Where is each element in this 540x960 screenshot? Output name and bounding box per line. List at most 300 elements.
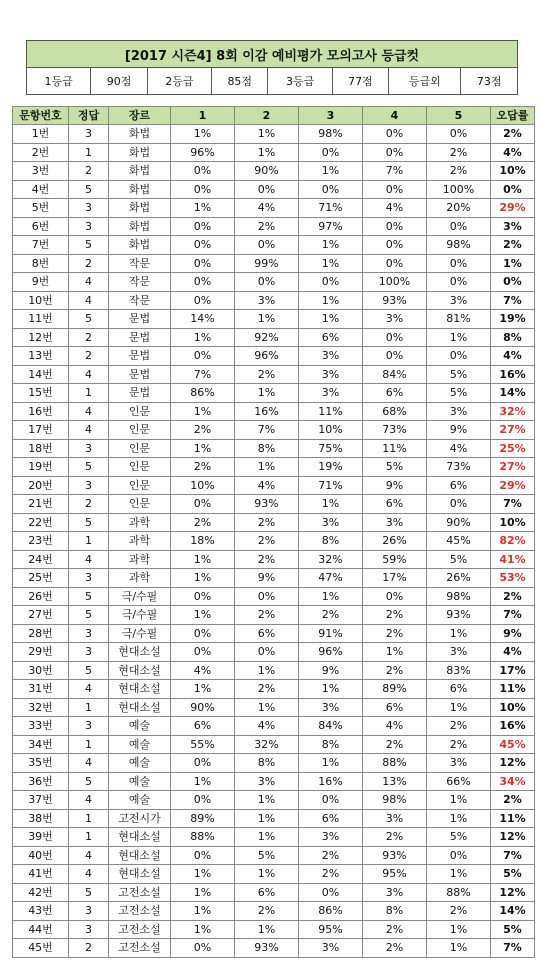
choice-3-rate: 84% <box>299 717 363 736</box>
choice-5-rate: 1% <box>427 809 491 828</box>
question-number: 12번 <box>13 328 69 347</box>
choice-5-rate: 9% <box>427 421 491 440</box>
choice-4-rate: 7% <box>363 162 427 181</box>
error-rate: 14% <box>491 902 535 921</box>
choice-2-rate: 2% <box>235 365 299 384</box>
genre: 화법 <box>109 217 171 236</box>
genre: 작문 <box>109 291 171 310</box>
choice-3-rate: 0% <box>299 883 363 902</box>
table-row <box>13 680 535 699</box>
question-number: 11번 <box>13 310 69 329</box>
choice-1-rate: 1% <box>171 920 235 939</box>
error-rate: 12% <box>491 828 535 847</box>
table-row <box>13 162 535 181</box>
correct-answer: 2 <box>69 254 109 273</box>
choice-4-rate: 6% <box>363 384 427 403</box>
choice-3-rate: 3% <box>299 513 363 532</box>
error-rate: 32% <box>491 402 535 421</box>
table-row <box>13 439 535 458</box>
choice-3-rate: 9% <box>299 661 363 680</box>
choice-4-rate: 2% <box>363 920 427 939</box>
choice-1-rate: 89% <box>171 809 235 828</box>
question-number: 22번 <box>13 513 69 532</box>
correct-answer: 5 <box>69 310 109 329</box>
choice-1-rate: 1% <box>171 902 235 921</box>
question-number: 9번 <box>13 273 69 292</box>
choice-2-rate: 6% <box>235 624 299 643</box>
table-row <box>13 365 535 384</box>
choice-1-rate: 86% <box>171 384 235 403</box>
table-row <box>13 384 535 403</box>
choice-3-rate: 1% <box>299 162 363 181</box>
choice-4-rate: 59% <box>363 550 427 569</box>
error-rate: 0% <box>491 273 535 292</box>
choice-2-rate: 8% <box>235 439 299 458</box>
choice-2-rate: 32% <box>235 735 299 754</box>
question-number: 1번 <box>13 125 69 144</box>
choice-4-rate: 68% <box>363 402 427 421</box>
genre: 극/수필 <box>109 606 171 625</box>
choice-4-rate: 3% <box>363 310 427 329</box>
error-rate: 16% <box>491 717 535 736</box>
correct-answer: 4 <box>69 680 109 699</box>
question-number: 39번 <box>13 828 69 847</box>
error-rate: 4% <box>491 643 535 662</box>
choice-4-rate: 93% <box>363 846 427 865</box>
choice-5-rate: 45% <box>427 532 491 551</box>
choice-2-rate: 0% <box>235 236 299 255</box>
question-number: 28번 <box>13 624 69 643</box>
choice-1-rate: 0% <box>171 846 235 865</box>
choice-3-rate: 2% <box>299 606 363 625</box>
question-number: 18번 <box>13 439 69 458</box>
table-row <box>13 476 535 495</box>
choice-1-rate: 0% <box>171 587 235 606</box>
table-row <box>13 310 535 329</box>
question-number: 30번 <box>13 661 69 680</box>
table-row <box>13 347 535 366</box>
table-row <box>13 754 535 773</box>
correct-answer: 1 <box>69 143 109 162</box>
choice-1-rate: 1% <box>171 680 235 699</box>
genre: 예술 <box>109 754 171 773</box>
choice-4-rate: 3% <box>363 883 427 902</box>
choice-4-rate: 8% <box>363 902 427 921</box>
correct-answer: 5 <box>69 883 109 902</box>
error-rate: 16% <box>491 365 535 384</box>
choice-3-rate: 0% <box>299 273 363 292</box>
choice-5-rate: 1% <box>427 865 491 884</box>
choice-3-rate: 10% <box>299 421 363 440</box>
choice-1-rate: 0% <box>171 217 235 236</box>
choice-5-rate: 5% <box>427 384 491 403</box>
table-row <box>13 328 535 347</box>
genre: 인문 <box>109 439 171 458</box>
genre: 현대소설 <box>109 643 171 662</box>
choice-4-rate: 3% <box>363 809 427 828</box>
choice-3-rate: 47% <box>299 569 363 588</box>
genre: 인문 <box>109 402 171 421</box>
correct-answer: 4 <box>69 365 109 384</box>
genre: 고전소설 <box>109 939 171 958</box>
question-number: 14번 <box>13 365 69 384</box>
choice-2-rate: 90% <box>235 162 299 181</box>
question-number: 41번 <box>13 865 69 884</box>
error-rate: 27% <box>491 421 535 440</box>
choice-2-rate: 2% <box>235 902 299 921</box>
correct-answer: 5 <box>69 772 109 791</box>
error-rate: 10% <box>491 513 535 532</box>
choice-2-rate: 7% <box>235 421 299 440</box>
choice-5-rate: 1% <box>427 920 491 939</box>
table-row <box>13 143 535 162</box>
choice-1-rate: 1% <box>171 772 235 791</box>
choice-5-rate: 3% <box>427 402 491 421</box>
table-row <box>13 254 535 273</box>
genre: 현대소설 <box>109 661 171 680</box>
question-number: 26번 <box>13 587 69 606</box>
error-rate: 41% <box>491 550 535 569</box>
choice-2-rate: 4% <box>235 476 299 495</box>
error-rate: 3% <box>491 217 535 236</box>
question-number: 31번 <box>13 680 69 699</box>
choice-3-rate: 8% <box>299 735 363 754</box>
question-number: 3번 <box>13 162 69 181</box>
error-rate: 7% <box>491 606 535 625</box>
error-rate: 17% <box>491 661 535 680</box>
choice-4-rate: 73% <box>363 421 427 440</box>
choice-3-rate: 6% <box>299 809 363 828</box>
table-row <box>13 772 535 791</box>
choice-1-rate: 55% <box>171 735 235 754</box>
choice-5-rate: 0% <box>427 217 491 236</box>
table-row <box>13 606 535 625</box>
choice-4-rate: 0% <box>363 143 427 162</box>
genre: 예술 <box>109 791 171 810</box>
choice-3-rate: 1% <box>299 495 363 514</box>
choice-2-rate: 3% <box>235 772 299 791</box>
correct-answer: 2 <box>69 495 109 514</box>
choice-5-rate: 100% <box>427 180 491 199</box>
table-row <box>13 550 535 569</box>
table-row <box>13 717 535 736</box>
question-number: 37번 <box>13 791 69 810</box>
choice-2-rate: 99% <box>235 254 299 273</box>
correct-answer: 3 <box>69 624 109 643</box>
choice-4-rate: 0% <box>363 125 427 144</box>
correct-answer: 3 <box>69 199 109 218</box>
genre: 고전시가 <box>109 809 171 828</box>
table-row <box>13 236 535 255</box>
choice-5-rate: 66% <box>427 772 491 791</box>
col-header-genre: 장르 <box>109 107 171 125</box>
choice-2-rate: 1% <box>235 865 299 884</box>
col-header-choice-5: 5 <box>427 107 491 125</box>
choice-5-rate: 1% <box>427 698 491 717</box>
choice-2-rate: 1% <box>235 143 299 162</box>
correct-answer: 5 <box>69 236 109 255</box>
choice-4-rate: 89% <box>363 680 427 699</box>
choice-4-rate: 100% <box>363 273 427 292</box>
table-row <box>13 920 535 939</box>
choice-2-rate: 1% <box>235 698 299 717</box>
error-rate: 29% <box>491 476 535 495</box>
genre: 인문 <box>109 458 171 477</box>
question-number: 24번 <box>13 550 69 569</box>
question-number: 42번 <box>13 883 69 902</box>
correct-answer: 1 <box>69 384 109 403</box>
choice-2-rate: 8% <box>235 754 299 773</box>
genre: 현대소설 <box>109 828 171 847</box>
choice-1-rate: 0% <box>171 939 235 958</box>
table-row <box>13 217 535 236</box>
table-row <box>13 735 535 754</box>
error-rate: 7% <box>491 495 535 514</box>
choice-2-rate: 93% <box>235 939 299 958</box>
genre: 고전소설 <box>109 920 171 939</box>
table-row <box>13 846 535 865</box>
question-number: 43번 <box>13 902 69 921</box>
choice-2-rate: 2% <box>235 217 299 236</box>
grade-score: 90점 <box>91 68 147 95</box>
question-number: 10번 <box>13 291 69 310</box>
choice-1-rate: 0% <box>171 254 235 273</box>
genre: 과학 <box>109 569 171 588</box>
error-rate: 19% <box>491 310 535 329</box>
error-rate: 2% <box>491 791 535 810</box>
question-number: 17번 <box>13 421 69 440</box>
choice-4-rate: 26% <box>363 532 427 551</box>
question-number: 36번 <box>13 772 69 791</box>
correct-answer: 3 <box>69 920 109 939</box>
correct-answer: 3 <box>69 125 109 144</box>
correct-answer: 1 <box>69 698 109 717</box>
choice-1-rate: 1% <box>171 125 235 144</box>
choice-5-rate: 5% <box>427 365 491 384</box>
table-row <box>13 199 535 218</box>
choice-5-rate: 2% <box>427 717 491 736</box>
choice-1-rate: 1% <box>171 328 235 347</box>
choice-1-rate: 1% <box>171 606 235 625</box>
error-rate: 0% <box>491 180 535 199</box>
choice-3-rate: 2% <box>299 865 363 884</box>
table-row <box>13 569 535 588</box>
table-row <box>13 902 535 921</box>
question-number: 32번 <box>13 698 69 717</box>
error-rate: 7% <box>491 846 535 865</box>
choice-2-rate: 2% <box>235 513 299 532</box>
correct-answer: 2 <box>69 939 109 958</box>
error-rate: 7% <box>491 291 535 310</box>
correct-answer: 4 <box>69 402 109 421</box>
choice-1-rate: 96% <box>171 143 235 162</box>
question-number: 45번 <box>13 939 69 958</box>
genre: 현대소설 <box>109 865 171 884</box>
choice-3-rate: 1% <box>299 254 363 273</box>
correct-answer: 5 <box>69 661 109 680</box>
question-number: 21번 <box>13 495 69 514</box>
choice-5-rate: 93% <box>427 606 491 625</box>
question-number: 15번 <box>13 384 69 403</box>
grade-score: 73점 <box>461 68 518 95</box>
choice-3-rate: 2% <box>299 846 363 865</box>
choice-4-rate: 0% <box>363 347 427 366</box>
col-header-answer: 정답 <box>69 107 109 125</box>
correct-answer: 4 <box>69 754 109 773</box>
choice-2-rate: 1% <box>235 791 299 810</box>
genre: 화법 <box>109 236 171 255</box>
table-row <box>13 643 535 662</box>
correct-answer: 2 <box>69 162 109 181</box>
genre: 고전소설 <box>109 902 171 921</box>
choice-2-rate: 93% <box>235 495 299 514</box>
choice-3-rate: 91% <box>299 624 363 643</box>
choice-2-rate: 1% <box>235 384 299 403</box>
choice-3-rate: 19% <box>299 458 363 477</box>
error-rate: 2% <box>491 125 535 144</box>
choice-5-rate: 81% <box>427 310 491 329</box>
choice-4-rate: 0% <box>363 217 427 236</box>
choice-3-rate: 16% <box>299 772 363 791</box>
choice-3-rate: 1% <box>299 236 363 255</box>
question-number: 38번 <box>13 809 69 828</box>
choice-1-rate: 0% <box>171 236 235 255</box>
question-number: 35번 <box>13 754 69 773</box>
choice-4-rate: 2% <box>363 828 427 847</box>
correct-answer: 4 <box>69 291 109 310</box>
choice-2-rate: 4% <box>235 717 299 736</box>
table-row <box>13 865 535 884</box>
correct-answer: 5 <box>69 513 109 532</box>
choice-3-rate: 98% <box>299 125 363 144</box>
question-number: 27번 <box>13 606 69 625</box>
choice-2-rate: 5% <box>235 846 299 865</box>
choice-5-rate: 1% <box>427 791 491 810</box>
genre: 인문 <box>109 421 171 440</box>
choice-1-rate: 0% <box>171 754 235 773</box>
correct-answer: 1 <box>69 809 109 828</box>
question-number: 16번 <box>13 402 69 421</box>
genre: 문법 <box>109 365 171 384</box>
choice-5-rate: 1% <box>427 624 491 643</box>
choice-2-rate: 92% <box>235 328 299 347</box>
table-row <box>13 125 535 144</box>
question-number: 29번 <box>13 643 69 662</box>
choice-3-rate: 75% <box>299 439 363 458</box>
choice-5-rate: 1% <box>427 939 491 958</box>
choice-4-rate: 2% <box>363 624 427 643</box>
choice-1-rate: 1% <box>171 569 235 588</box>
correct-answer: 3 <box>69 569 109 588</box>
choice-2-rate: 1% <box>235 809 299 828</box>
choice-3-rate: 1% <box>299 310 363 329</box>
choice-3-rate: 32% <box>299 550 363 569</box>
correct-answer: 3 <box>69 476 109 495</box>
choice-1-rate: 4% <box>171 661 235 680</box>
error-rate: 11% <box>491 809 535 828</box>
correct-answer: 4 <box>69 846 109 865</box>
table-row <box>13 661 535 680</box>
choice-3-rate: 71% <box>299 476 363 495</box>
choice-5-rate: 3% <box>427 643 491 662</box>
col-header-choice-3: 3 <box>299 107 363 125</box>
question-number: 5번 <box>13 199 69 218</box>
error-rate: 11% <box>491 680 535 699</box>
choice-3-rate: 86% <box>299 902 363 921</box>
grade-score: 77점 <box>332 68 388 95</box>
error-rate: 2% <box>491 587 535 606</box>
choice-1-rate: 2% <box>171 421 235 440</box>
genre: 문법 <box>109 328 171 347</box>
genre: 화법 <box>109 143 171 162</box>
choice-5-rate: 6% <box>427 476 491 495</box>
choice-3-rate: 71% <box>299 199 363 218</box>
choice-3-rate: 1% <box>299 680 363 699</box>
question-number: 7번 <box>13 236 69 255</box>
choice-5-rate: 6% <box>427 680 491 699</box>
genre: 문법 <box>109 347 171 366</box>
correct-answer: 5 <box>69 458 109 477</box>
choice-5-rate: 88% <box>427 883 491 902</box>
choice-2-rate: 2% <box>235 550 299 569</box>
choice-4-rate: 98% <box>363 791 427 810</box>
choice-5-rate: 0% <box>427 254 491 273</box>
error-rate: 12% <box>491 883 535 902</box>
error-rate: 82% <box>491 532 535 551</box>
correct-answer: 1 <box>69 735 109 754</box>
choice-5-rate: 83% <box>427 661 491 680</box>
correct-answer: 4 <box>69 550 109 569</box>
choice-4-rate: 2% <box>363 939 427 958</box>
answer-rate-table <box>12 106 535 958</box>
choice-3-rate: 6% <box>299 328 363 347</box>
choice-5-rate: 98% <box>427 236 491 255</box>
choice-2-rate: 9% <box>235 569 299 588</box>
page-title: [2017 시즌4] 8회 이감 예비평가 모의고사 등급컷 <box>27 41 518 68</box>
choice-3-rate: 3% <box>299 939 363 958</box>
choice-4-rate: 13% <box>363 772 427 791</box>
choice-5-rate: 2% <box>427 735 491 754</box>
choice-1-rate: 18% <box>171 532 235 551</box>
choice-2-rate: 2% <box>235 532 299 551</box>
grade-label: 1등급 <box>27 68 91 95</box>
choice-2-rate: 4% <box>235 199 299 218</box>
choice-2-rate: 6% <box>235 883 299 902</box>
question-number: 13번 <box>13 347 69 366</box>
table-row <box>13 532 535 551</box>
table-row <box>13 273 535 292</box>
question-number: 19번 <box>13 458 69 477</box>
error-rate: 53% <box>491 569 535 588</box>
choice-5-rate: 5% <box>427 828 491 847</box>
table-row <box>13 587 535 606</box>
choice-5-rate: 0% <box>427 347 491 366</box>
col-header-question: 문항번호 <box>13 107 69 125</box>
choice-1-rate: 1% <box>171 402 235 421</box>
question-number: 33번 <box>13 717 69 736</box>
error-rate: 8% <box>491 328 535 347</box>
choice-4-rate: 9% <box>363 476 427 495</box>
genre: 인문 <box>109 495 171 514</box>
genre: 문법 <box>109 310 171 329</box>
choice-3-rate: 95% <box>299 920 363 939</box>
choice-5-rate: 1% <box>427 328 491 347</box>
error-rate: 9% <box>491 624 535 643</box>
correct-answer: 2 <box>69 347 109 366</box>
choice-3-rate: 1% <box>299 754 363 773</box>
choice-2-rate: 0% <box>235 273 299 292</box>
choice-3-rate: 1% <box>299 587 363 606</box>
